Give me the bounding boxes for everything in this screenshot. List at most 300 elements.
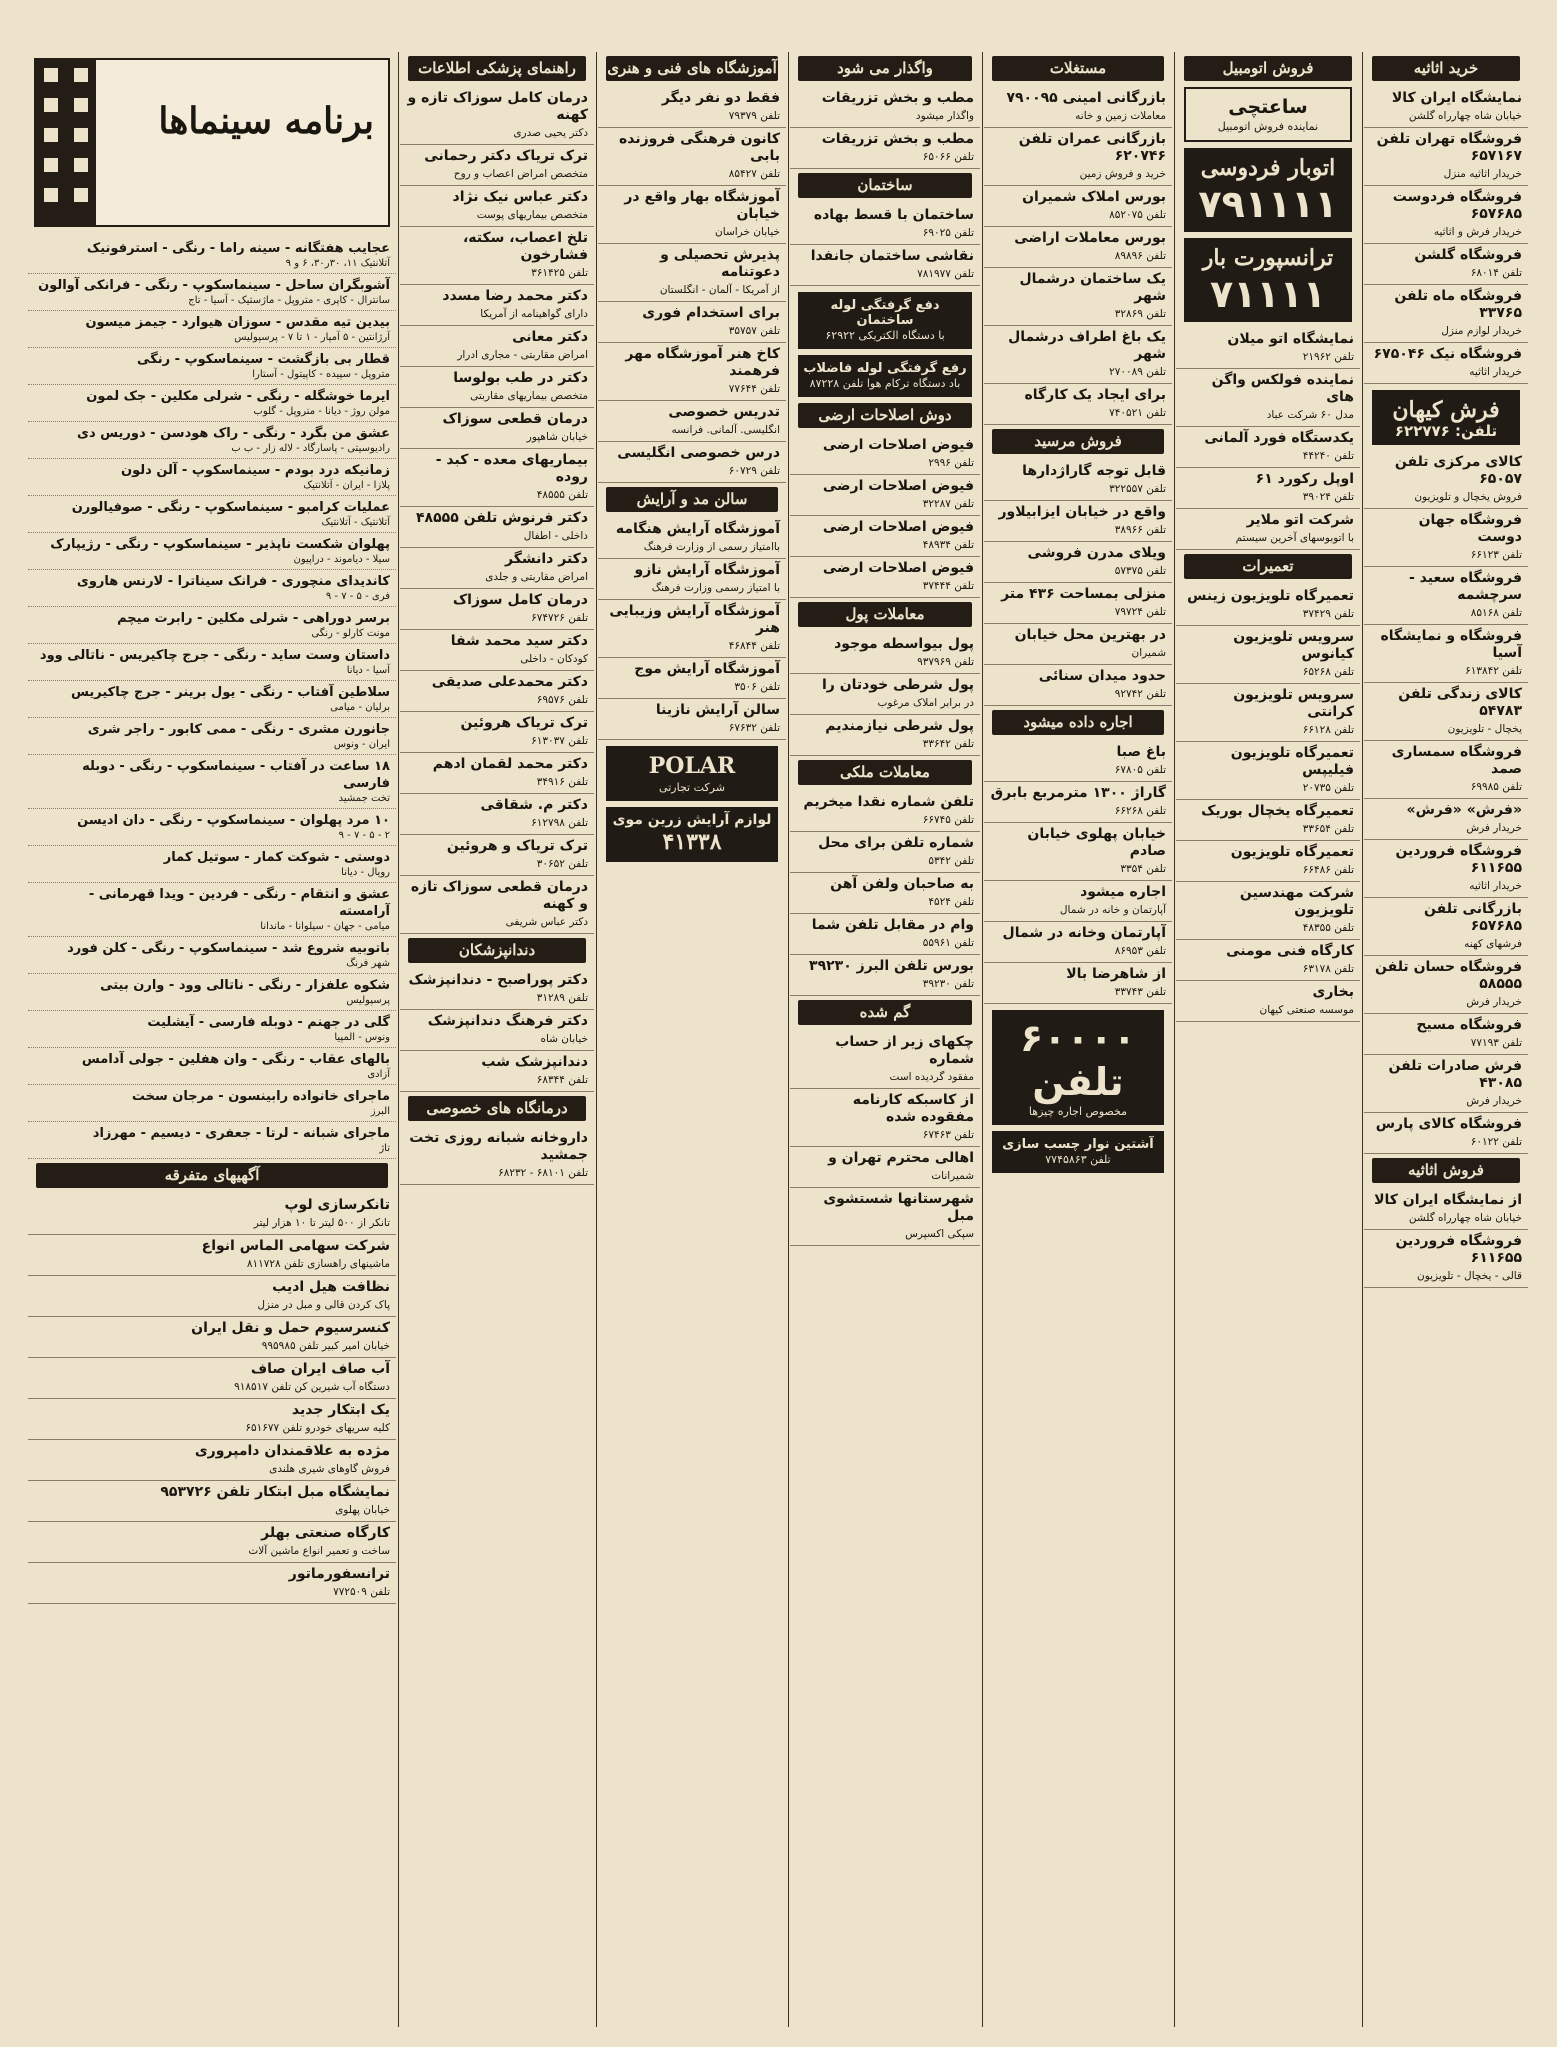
ad-text: تلفن ۶۸۱۰۱ - ۶۸۲۳۲ [498,1167,588,1179]
movie-theaters: سانترال - کاپری - متروپل - ماژستیک - آسیا - تاج [188,295,390,306]
ad-text: سپکی اکسپرس [905,1228,974,1240]
ad-title: فروشگاه و نمایشگاه آسیا [1380,628,1522,661]
movie-theaters: آرژانتین - ۵ آمپار - ۱ تا ۷ - پرسپولیس [234,332,390,343]
ad-title: دکتر سید محمد شفا [450,633,588,649]
classified-ad [1364,567,1528,625]
classified-ad [1364,840,1528,898]
pipe-ad: دفع گرفتگی لوله ساختمان با دستگاه الکتریکی ۶۲۹۲۲ [798,292,972,349]
ad-title: سرویس تلویزیون کرانتی [1233,687,1354,720]
ad-text: موسسه صنعتی کیهان [1259,1004,1354,1016]
classified-ad [984,881,1172,922]
ad-text: تلفن ۲۰۷۳۵ [1302,782,1354,794]
ad-title: دکتر م. شقاقی [480,797,588,813]
ad-text: دستگاه آب شیرین کن تلفن ۹۱۸۵۱۷ [234,1381,390,1393]
classified-ad [984,87,1172,128]
ad-title: اجاره میشود [1080,884,1166,900]
clinics-list [400,1127,594,1185]
ad-text: فروش گاوهای شیری هلندی [269,1463,390,1475]
ad-text: پاک کردن قالی و مبل در منزل [257,1299,390,1311]
ad-text: تلفن ۶۸۳۴۴ [536,1074,588,1086]
classified-ad [984,501,1172,542]
ad-title: پذیرش تحصیلی و دعوتنامه [660,247,780,280]
ad-text: تلفن ۵۷۳۷۵ [1114,565,1166,577]
ad-text: شمیرانات [931,1170,974,1182]
ad-text: خریدار لوازم منزل [1441,325,1522,337]
ad-title: آموزشگاه بهار واقع در خیابان [624,189,780,222]
ad-title: دکتر معانی [512,329,588,345]
classified-ad [790,955,980,996]
ad-text: خیابان امیر کبیر تلفن ۹۹۵۹۸۵ [261,1340,390,1352]
ad-text: خیابان شاه [540,1033,588,1045]
ad-title: فروشگاه جهان دوست [1418,512,1522,545]
transactions-list [790,633,980,756]
classified-ad [984,583,1172,624]
ad-title: فیوض اصلاحات ارضی [822,560,974,576]
classified-ad [1176,940,1360,981]
ad-title: درمان قطعی سوزاک [442,411,588,427]
ad-text: کلیه سریهای خودرو تلفن ۶۵۱۶۷۷ [245,1422,390,1434]
classified-ad [790,87,980,128]
movie-theaters: تاژ [379,1143,390,1154]
movie-title: زمانیکه درد بودم - سینماسکوپ - آلن دلون [121,463,390,478]
section-misc: آگهیهای متفرقه [36,1163,388,1188]
ad-title: واقع در خیابان ایزابیلاور [998,504,1166,520]
classified-ad [790,204,980,245]
classified-ad [1364,285,1528,343]
movie-title: جانورن مشری - رنگی - ممی کابور - راجر شری [87,722,390,737]
ad-text: فروش یخچال و تلویزیون [1414,491,1522,503]
ad-text: تلفن ۴۵۲۴ [928,896,974,908]
ad-title: تعمیرگاه تلویزیون فیلیپس [1230,745,1354,778]
ad-title: آب صاف ایران صاف [250,1361,390,1377]
classified-ad [598,302,786,343]
classified-ad [1176,981,1360,1022]
movie-listing [28,348,396,385]
movie-theaters: ۲ - ۵ - ۷ - ۹ [338,830,390,841]
ad-text: انگلیسی. آلمانی. فرانسه [671,424,780,436]
ad-text: متخصص امراض اعصاب و روح [453,168,588,180]
ashtin-ad: آشتین نوار چسب سازی تلفن ۷۷۴۵۸۶۳ [992,1131,1164,1173]
zarin-ad: لوازم آرایش زرین موی ۴۱۳۳۸ [606,807,778,862]
ad-text: تلفن ۳۲۸۶۹ [1114,308,1166,320]
ad-text: تلفن ۶۷۴۶۳ [922,1129,974,1141]
classified-ad [984,460,1172,501]
classified-ad [1364,1189,1528,1230]
ad-text: امراض مقاربتی - مجاری ادرار [457,349,588,361]
ad-text: تلفن ۶۹۹۸۵ [1470,781,1522,793]
movie-listing [28,1085,396,1122]
classified-ad [598,186,786,244]
classified-ad [400,1127,594,1185]
classified-ad [400,712,594,753]
ad-text: تلفن ۷۹۷۲۴ [1114,606,1166,618]
movie-theaters: آتلانتیک ۱۱، ۳۰ر۳۰، ۶ و ۹ [285,258,390,269]
classified-ad [400,630,594,671]
classified-ad [790,873,980,914]
movie-listing [28,809,396,846]
movie-listing [28,237,396,274]
movie-listing [28,496,396,533]
ad-text: امراض مقاربتی و جلدی [485,571,588,583]
ad-text: خیابان شاه چهارراه گلشن [1408,110,1522,122]
ad-text: تلفن ۳۲۲۸۷ [922,498,974,510]
classified-ad [1364,343,1528,384]
classified-ad [984,227,1172,268]
column-cinema [28,52,396,2027]
movie-theaters: آسیا - دیانا [346,665,390,676]
section-lost: گم شده [798,1000,972,1025]
classified-ad [400,794,594,835]
ad-text: یخچال - تلویزیون [1447,723,1522,735]
movie-title: کاندیدای منچوری - فرانک سیناترا - لارنس هاروی [76,574,390,589]
movie-listing [28,459,396,496]
classified-ad [790,128,980,169]
classified-ad [1176,369,1360,427]
ad-text: تلفن ۴۶۸۴۴ [728,640,780,652]
medical-list [400,87,594,934]
column-buyers [1364,52,1528,2027]
movie-title: عجایب هفتگانه - سینه راما - رنگی - استرفونیک [86,241,390,256]
ad-title: کالای مرکزی تلفن ۶۵۰۵۷ [1394,454,1522,487]
ad-text: تلفن ۳۴۹۱۶ [536,776,588,788]
lost-list [790,1031,980,1246]
ad-title: بورس املاک شمیران [1022,189,1166,205]
newspaper-page [28,52,1528,2027]
ad-text: تلفن ۴۸۵۵۵ [536,489,588,501]
ad-title: از کاسبکه کارنامه مفقوده شده [852,1092,974,1125]
movie-theaters: میامی - جهان - سیلوانا - ماندانا [260,921,390,932]
ad-title: ترک تریاک هروئین [460,715,588,731]
section-furniture: فروش اثاثیه [1372,1158,1520,1183]
movie-theaters: پلازا - ایران - آتلانتیک [303,480,390,491]
cinema-header [34,58,390,227]
classified-ad [1364,956,1528,1014]
classified-ad [1176,427,1360,468]
ad-text: تلفن ۶۰۱۲۲ [1470,1136,1522,1148]
schools-list [598,87,786,483]
classified-ad [1364,1014,1528,1055]
classified-ad [984,268,1172,326]
ad-title: آموزشگاه آرایش نازو [634,562,780,578]
classified-ad [790,791,980,832]
classified-ad [790,434,980,475]
ad-text: معاملات زمین و خانه [1075,110,1166,122]
classified-ad [984,326,1172,384]
classified-ad [28,1563,396,1604]
ad-title: ترک تریاک و هروئین [446,838,588,854]
classified-ad [400,285,594,326]
toilet-ad: رفع گرفتگی لوله فاضلاب باد دستگاه ترکام هوا تلفن ۸۷۲۲۸ [798,355,972,397]
classified-ad [1176,468,1360,509]
movie-listing [28,718,396,755]
ad-text: با امتیاز رسمی وزارت فرهنگ [651,582,780,594]
ad-title: اهالی محترم تهران و [828,1150,974,1166]
movie-listing [28,570,396,607]
classified-ad [790,1188,980,1246]
ad-text: متخصص بیماریهای مقاربتی [470,390,588,402]
ad-text: تلفن ۸۵۲۰۷۵ [1109,209,1166,221]
classified-ad [1364,741,1528,799]
film-strip-icon [36,60,96,225]
transport-ad: ترانسپورت بار ۷۱۱۱۱ [1184,238,1352,322]
ad-text: تلفن ۸۹۸۹۶ [1114,250,1166,262]
movie-listing [28,937,396,974]
classified-ad [1364,244,1528,285]
classified-ad [1176,882,1360,940]
classified-ad [598,559,786,600]
classified-ad [598,658,786,699]
classified-ad [400,367,594,408]
building-list [790,204,980,286]
classified-ad [1364,625,1528,683]
ad-text: خیابان خراسان [715,226,780,238]
kayhan-ad: فرش کیهان تلفن: ۶۲۲۷۷۶ [1372,390,1520,445]
classified-ad [984,186,1172,227]
classified-ad [1364,186,1528,244]
ad-text: با اتوبوسهای آخرین سیستم [1235,532,1354,544]
ad-title: سرویس تلویزیون کیانوس [1233,629,1354,662]
ad-text: واگذار میشود [915,110,974,122]
ad-text: تلفن ۶۷۶۳۲ [728,722,780,734]
ad-title: بازرگانی امینی ۷۹۰۰۹۵ [1006,90,1166,106]
movie-title: ایرما خوشگله - رنگی - شرلی مکلین - جک لمون [86,389,390,404]
ad-title: فروشگاه کالای پارس [1375,1116,1522,1132]
movie-listing [28,1122,396,1159]
column-schools [598,52,786,2027]
movie-theaters: ونوس - المپیا [334,1032,390,1043]
ad-title: شماره تلفن برای محل [818,835,974,851]
ad-title: آموزشگاه آرایش وزیبایی هنر [609,603,780,636]
ad-title: یکدستگاه فورد آلمانی [1204,430,1354,446]
ad-text: خرید و فروش زمین [1079,168,1166,180]
classified-ad [790,674,980,715]
ad-title: فروشگاه حسان تلفن ۵۸۵۵۵ [1375,959,1522,992]
ad-text: تلفن ۳۳۶۵۴ [1302,823,1354,835]
ad-text: تلفن ۶۰۷۲۹ [728,465,780,477]
ad-title: بورس معاملات اراضی [1014,230,1166,246]
ad-text: تلفن ۳۶۱۴۲۵ [531,267,588,279]
ad-title: نظافت هیل ادیب [272,1279,390,1295]
classified-ad [400,408,594,449]
ad-title: آموزشگاه آرایش موج [634,661,780,677]
ad-title: نماینده فولکس واگن های [1211,372,1354,405]
classified-ad [790,715,980,756]
movie-listing [28,644,396,681]
ad-title: دکتر عباس نیک نژاد [452,189,588,205]
movie-title: شکوه علفزار - رنگی - ناتالی وود - وارن بیتی [100,978,390,993]
ad-title: اوپل رکورد ۶۱ [1255,471,1354,487]
movie-theaters: شهر فرنگ [346,958,390,969]
ad-title: تانکرسازی لوپ [284,1197,390,1213]
ad-text: تلفن ۶۷۴۷۲۶ [531,612,588,624]
classified-ad [28,1276,396,1317]
classified-ad [1364,1055,1528,1113]
ad-text: مدل ۶۰ شرکت عباد [1266,409,1354,421]
ad-text: خریدار فرش [1466,996,1522,1008]
classified-ad [400,87,594,145]
ad-text: تلفن ۳۵۷۵۷ [728,325,780,337]
ad-text: تلفن ۴۴۲۴۰ [1302,450,1354,462]
ad-text: تلفن ۶۹۵۷۶ [536,694,588,706]
polar-ad: POLAR شرکت تجارتی [606,746,778,801]
misc-list [28,1194,396,1604]
section-clinics: درمانگاه های خصوصی [408,1096,586,1121]
classified-ad [1176,626,1360,684]
ad-title: داروخانه شبانه روزی تخت جمشید [409,1130,588,1163]
ad-title: به صاحبان ولفن آهن [830,876,974,892]
ad-title: شهرستانها شستشوی مبل [823,1191,974,1224]
classified-ad [598,442,786,483]
ad-title: تدریس خصوصی [668,404,780,420]
movie-title: گلی در جهنم - دوبله فارسی - آیشلیت [147,1015,390,1030]
ad-title: کارگاه صنعتی بهلر [261,1525,390,1541]
ad-title: کاخ هنر آموزشگاه مهر فرهمند [625,346,780,379]
ad-text: تلفن ۷۷۱۹۳ [1470,1037,1522,1049]
classified-ad [1364,683,1528,741]
column-cars [1176,52,1360,2027]
movie-theaters: آتلانتیک - آتلانتیک [321,517,390,528]
ad-title: در بهترین محل خیابان [1014,627,1166,643]
ad-title: فروشگاه سمساری صمد [1391,744,1522,777]
movie-theaters: آزادی [367,1069,390,1080]
classified-ad [598,87,786,128]
movie-listing [28,1048,396,1085]
movie-theaters: رویال - دیانا [341,867,390,878]
movie-listing [28,1011,396,1048]
ad-title: منزلی بمساحت ۴۳۶ متر [1001,586,1166,602]
ad-title: از نمایشگاه ایران کالا [1374,1192,1522,1208]
classified-ad [598,401,786,442]
classified-ad [400,507,594,548]
ad-text: خیابان پهلوی [335,1504,390,1516]
ad-text: تلفن ۶۵۲۶۸ [1302,666,1354,678]
ad-title: خیابان پهلوی خیابان صادم [1027,826,1166,859]
ad-text: تانکر از ۵۰۰ لیتر تا ۱۰ هزار لیتر [253,1217,390,1229]
ad-text: تلفن ۶۶۴۸۶ [1302,864,1354,876]
ad-title: فرش صادرات تلفن ۴۳۰۸۵ [1388,1058,1522,1091]
ad-text: فرشهای کهنه [1464,938,1522,950]
classified-ad [984,665,1172,706]
ad-text: تلفن ۳۱۲۸۹ [536,992,588,1004]
movie-theaters: رادیوسیتی - پاسارگاد - لاله زار - ب ب [231,443,390,454]
movie-title: عملیات کرامبو - سینماسکوپ - رنگی - صوفیالورن [71,500,390,515]
classified-ad [1176,585,1360,626]
ad-title: یک ساختمان درشمال شهر [1019,271,1166,304]
ad-text: تلفن ۶۷۸۰۵ [1114,764,1166,776]
classified-ad [984,922,1172,963]
phone-ad: ۶۰۰۰۰ تلفن مخصوص اجاره چیزها [992,1010,1164,1125]
movie-title: ماجرای شبانه - لرتا - جعفری - دیسیم - مهرزاد [92,1126,390,1141]
movie-listing [28,846,396,883]
classified-ad [598,518,786,559]
ad-title: دکتر فرنوش تلفن ۴۸۵۵۵ [416,510,588,526]
ad-text: تلفن ۳۳۶۴۲ [922,738,974,750]
ad-text: دارای گواهینامه از آمریکا [480,308,588,320]
ad-text: تلفن ۳۹۰۲۴ [1302,491,1354,503]
ad-title: نمایشگاه ایران کالا [1391,90,1522,106]
section-buyers: خرید اثاثیه [1372,56,1520,81]
movie-listing [28,607,396,644]
ad-text: خیابان شاهپور [526,431,588,443]
movie-listing [28,681,396,718]
classified-ad [1176,328,1360,369]
ad-text: کودکان - داخلی [520,653,588,665]
ad-title: کارگاه فنی مومنی [1226,943,1354,959]
ad-title: دکتر فرهنگ دندانپزشک [427,1013,588,1029]
classified-ad [598,343,786,401]
ad-title: از شاهرضا بالا [1066,966,1166,982]
section-medical: راهنمای پزشکی اطلاعات [408,56,586,81]
movie-listing [28,883,396,937]
ad-text: در برابر املاک مرغوب [877,697,974,709]
ad-text: تلفن ۷۷۶۴۴ [728,383,780,395]
ad-title: تعمیرگاه تلویزیون زینس [1187,588,1354,604]
ad-text: تلفن ۹۲۷۴۲ [1114,688,1166,700]
ferdowsi-ad: اتوبار فردوسی ۷۹۱۱۱۱ [1184,148,1352,232]
classified-ad [790,1089,980,1147]
transfer-list [790,87,980,169]
classified-ad [1364,128,1528,186]
ad-title: کنسرسیوم حمل و نقل ایران [191,1320,390,1336]
ad-text: خریدار اثاثیه [1469,366,1522,378]
classified-ad [984,963,1172,1004]
section-transactions: معاملات پول [798,602,972,627]
ad-title: بیماریهای معده - کبد - روده [435,452,588,485]
ad-title: بخاری [1312,984,1354,1000]
ad-text: تلفن ۳۰۶۵۲ [536,858,588,870]
section-dental: دندانپزشکان [408,938,586,963]
ad-text: تلفن ۶۵۰۶۶ [922,151,974,163]
movie-listing [28,311,396,348]
ad-text: خریدار فرش [1466,822,1522,834]
ad-title: بورس تلفن البرز ۳۹۲۳۰ [809,958,974,974]
section-transfer: واگذار می شود [798,56,972,81]
classified-ad [400,671,594,712]
ad-title: برای ایجاد یک کارگاه [1024,387,1166,403]
classified-ad [598,699,786,740]
ad-text: باامتیاز رسمی از وزارت فرهنگ [643,541,780,553]
ad-text: تلفن ۷۷۲۵۰۹ [333,1586,390,1598]
movie-title: ۱۰ مرد پهلوان - سینماسکوپ - رنگی - دان ادیسن [77,813,390,828]
classified-ad [790,516,980,557]
classified-ad [1364,799,1528,840]
ad-text: تلفن ۷۹۳۷۹ [728,110,780,122]
classified-ad [1176,684,1360,742]
movie-listing [28,385,396,422]
ad-title: مژده به علاقمندان دامپروری [194,1443,390,1459]
ad-title: قابل توجه گاراژدارها [1022,463,1166,479]
ad-text: تلفن ۳۲۲۵۵۷ [1109,483,1166,495]
classified-ad [984,782,1172,823]
classified-ad [1176,742,1360,800]
classified-ad [984,542,1172,583]
repairs-list [1176,585,1360,1022]
classified-ad [790,245,980,286]
ad-title: حدود میدان سنائی [1038,668,1166,684]
movie-listing [28,755,396,809]
ad-text: تلفن ۶۶۷۴۵ [922,814,974,826]
section-car-sale: فروش اتومبیل [1184,56,1352,81]
ad-text: خریدار اثاثیه [1469,880,1522,892]
classified-ad [400,835,594,876]
ad-title: ترک تریاک دکتر رحمانی [424,148,588,164]
ad-text: تلفن ۹۳۷۹۶۹ [917,656,974,668]
sattaji-ad: ساعتچی نماینده فروش اتومبیل [1184,87,1352,142]
classified-ad [984,128,1172,186]
classified-ad [984,624,1172,665]
ad-title: فیوض اصلاحات ارضی [822,437,974,453]
section-property: مستغلات [992,56,1164,81]
